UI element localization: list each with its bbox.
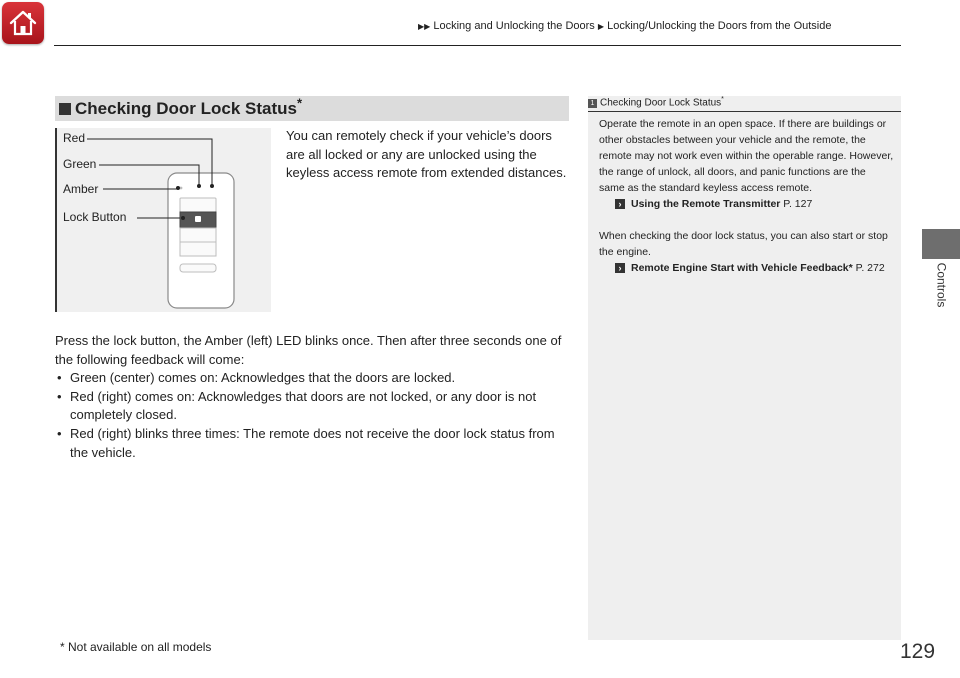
reference-arrow-icon: › xyxy=(615,263,625,273)
note-title: Checking Door Lock Status xyxy=(600,97,722,109)
list-item: • Red (right) comes on: Acknowledges that doors are not locked, or any door is not completely closed. xyxy=(57,388,537,423)
bullet-icon: • xyxy=(57,370,62,386)
breadcrumb-arrow-icon: ▶ xyxy=(597,22,605,31)
note-heading: 1 Checking Door Lock Status* xyxy=(588,96,901,112)
remote-figure xyxy=(55,128,271,312)
breadcrumb-item[interactable]: Locking and Unlocking the Doors xyxy=(433,20,595,32)
section-heading xyxy=(55,96,569,121)
section-tab-label: Controls xyxy=(934,262,948,308)
breadcrumb-arrow-icon: ▶▶ xyxy=(418,22,431,31)
heading-square-icon xyxy=(59,103,71,115)
cross-reference[interactable]: › Remote Engine Start with Vehicle Feedback* P. 272 xyxy=(599,260,894,276)
header-rule xyxy=(54,45,901,46)
list-item: • Red (right) blinks three times: The remote does not receive the door lock status from the vehicle. xyxy=(57,425,555,460)
body-text xyxy=(55,332,571,462)
note-paragraph: When checking the door lock status, you can also start or stop the engine. xyxy=(599,230,888,258)
note-paragraph: Operate the remote in an open space. If there are buildings or other obstacles between your vehicle and the remote, the remote may not work even within the operable range. However, the range of unlock, all doors, and panic functions are the same as the standard keyless access remote. xyxy=(599,118,894,194)
bullet-icon: • xyxy=(57,425,62,441)
intro-text: You can remotely check if your vehicle’s doors are all locked or any are unlocked using the keyless access remote from extended distances. xyxy=(286,128,567,180)
note-body xyxy=(599,116,894,276)
body-paragraph: Press the lock button, the Amber (left) LED blinks once. Then after three seconds one of the following feedback will come: xyxy=(55,333,562,367)
feedback-list xyxy=(55,369,571,462)
breadcrumb xyxy=(418,20,831,32)
section-title: Checking Door Lock Status* xyxy=(75,94,303,118)
list-item: • Green (center) comes on: Acknowledges that the doors are locked. xyxy=(55,369,571,388)
callout-green: Green xyxy=(63,157,97,171)
page-number: 129 xyxy=(900,640,936,663)
breadcrumb-item-current[interactable]: Locking/Unlocking the Doors from the Outside xyxy=(607,20,832,32)
callout-red: Red xyxy=(63,131,86,145)
cross-reference[interactable]: › Using the Remote Transmitter P. 127 xyxy=(599,196,894,212)
bullet-icon: • xyxy=(57,388,62,404)
callout-amber: Amber xyxy=(63,182,99,196)
home-button[interactable] xyxy=(2,2,44,44)
footnote: * Not available on all models xyxy=(60,640,212,654)
note-number-badge: 1 xyxy=(588,99,597,108)
home-icon xyxy=(8,8,38,38)
callout-lock-button: Lock Button xyxy=(63,210,127,224)
reference-arrow-icon: › xyxy=(615,199,625,209)
